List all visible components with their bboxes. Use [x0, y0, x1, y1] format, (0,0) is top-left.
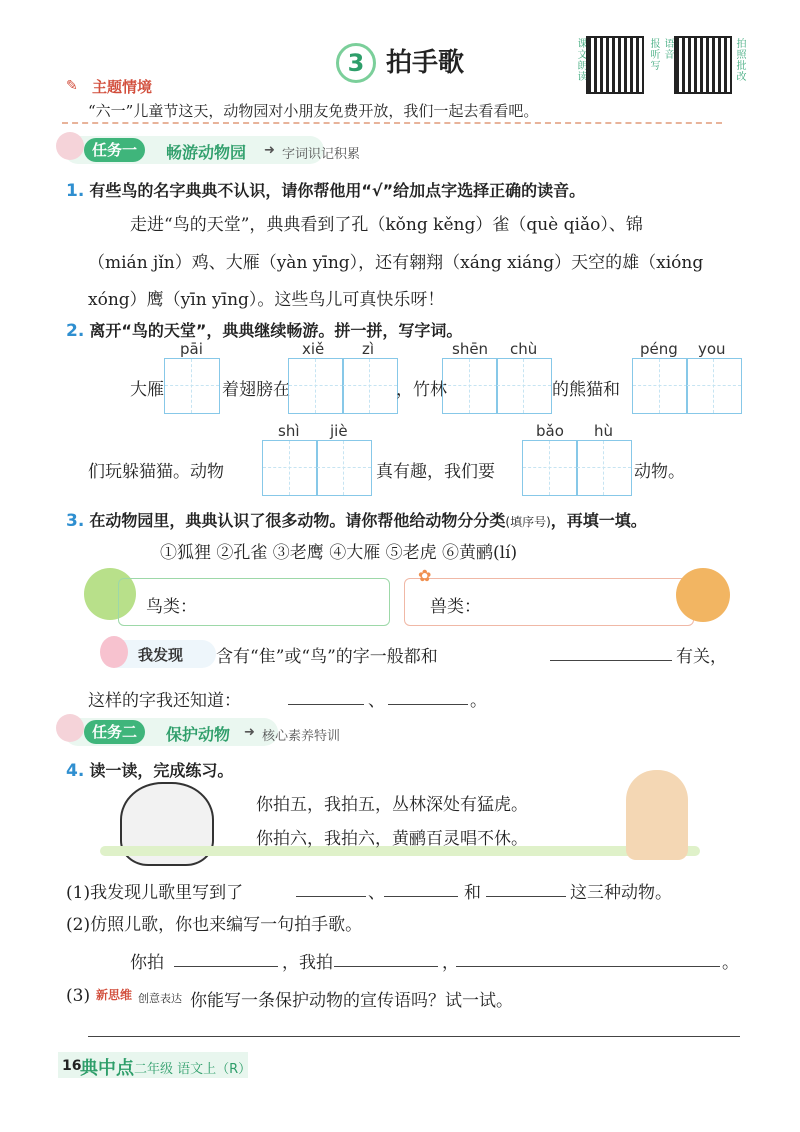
scene-text: “六一”儿童节这天，动物园对小朋友免费开放，我们一起去看看吧。 — [88, 102, 539, 120]
q4-prompt-text: 读一读，完成练习。 — [89, 761, 234, 780]
pinyin-bao: bǎo — [536, 422, 564, 440]
q2-text7: 动物。 — [634, 462, 685, 482]
task2-tag: 任务二 — [84, 720, 145, 744]
writing-box-pai[interactable] — [164, 358, 220, 414]
writing-box-hu[interactable] — [576, 440, 632, 496]
writing-box-shi[interactable] — [262, 440, 318, 496]
task2-name: 保护动物 — [166, 725, 231, 744]
pinyin-zi: zì — [362, 340, 375, 358]
discover-end: 有关， — [676, 647, 727, 667]
arrow-icon-2: ➜ — [244, 725, 255, 740]
clap-blank-1[interactable] — [174, 966, 278, 967]
pinyin-peng: péng — [640, 340, 678, 358]
lesson-title-text: 拍手歌 — [385, 48, 464, 78]
q4-s3-text: 你能写一条保护动物的宣传语吗？试一试。 — [190, 991, 513, 1011]
footer-brand: 典中点 — [80, 1058, 134, 1079]
q3-prompt-text: 在动物园里，典典认识了很多动物。请你帮他给动物分分类 — [89, 511, 506, 530]
writing-box-xie[interactable] — [288, 358, 344, 414]
writing-box-chu[interactable] — [496, 358, 552, 414]
q2-prompt-text: 离开“鸟的天堂”，典典继续畅游。拼一拼，写字词。 — [89, 321, 463, 340]
q4-prompt — [66, 758, 233, 781]
q3-prompt-small: (填序号) — [505, 515, 551, 529]
q2-text5: 们玩躲猫猫。动物 — [88, 462, 224, 482]
qr-label-correct: 拍照批改 — [734, 38, 745, 82]
mascot-icon — [56, 132, 84, 160]
q3-prompt-end: ，再填一填。 — [550, 511, 647, 530]
animal-blank-3[interactable] — [486, 896, 566, 897]
q4-s1-d: 这三种动物。 — [570, 883, 672, 903]
task1-sub: 字词识记积累 — [282, 147, 361, 162]
poem-line-2: 你拍六，我拍六，黄鹂百灵唱不休。 — [256, 829, 528, 849]
qr-code-dictation[interactable] — [674, 36, 732, 94]
q4-s1-b: 、 — [368, 883, 385, 903]
q2-text2: 着翅膀在 — [222, 380, 290, 400]
q2-number: 2. — [66, 321, 85, 341]
discover-label: 我发现 — [138, 646, 184, 664]
footer-grade: 二年级 语文上（R） — [134, 1062, 252, 1077]
task2-sub: 核心素养特训 — [262, 729, 341, 744]
discover-text: 含有“隹”或“鸟”的字一般都和 — [216, 647, 438, 667]
writing-box-jie[interactable] — [316, 440, 372, 496]
task1-tag: 任务一 — [84, 138, 145, 162]
scene-icon: ✎ — [66, 78, 78, 94]
writing-box-peng[interactable] — [632, 358, 688, 414]
poem-line-1: 你拍五，我拍五，丛林深处有猛虎。 — [256, 795, 528, 815]
arrow-icon: ➜ — [264, 143, 275, 158]
writing-box-zi[interactable] — [342, 358, 398, 414]
q1-prompt — [66, 178, 585, 201]
q3-prompt — [66, 508, 647, 531]
q3-number: 3. — [66, 511, 85, 531]
know-text: 这样的字我还知道： — [88, 691, 241, 711]
task1-name: 畅游动物园 — [166, 143, 247, 162]
lion-icon — [676, 568, 730, 622]
pinyin-shen: shēn — [452, 340, 489, 358]
boy-icon — [626, 770, 688, 860]
mascot-icon-2 — [56, 714, 84, 742]
flower-icon: ✿ — [418, 566, 432, 585]
q4-s1-a: (1)我发现儿歌里写到了 — [66, 883, 244, 903]
q4-s2-a: 你拍 — [130, 953, 164, 973]
slogan-blank[interactable] — [88, 1036, 740, 1037]
clap-blank-2[interactable] — [334, 966, 438, 967]
badge-new-thinking: 新思维 — [96, 988, 133, 1002]
badge-creative: 创意表达 — [138, 992, 182, 1005]
q2-text3: ，竹林 — [396, 380, 447, 400]
clap-blank-3[interactable] — [456, 966, 720, 967]
scene-label: 主题情境 — [92, 78, 153, 96]
q2-text4: 的熊猫和 — [552, 380, 620, 400]
q2-text1: 大雁 — [130, 380, 164, 400]
beast-label: 兽类： — [430, 597, 481, 617]
q1-number: 1. — [66, 181, 85, 201]
lesson-number: 3 — [336, 43, 376, 83]
q4-s2-b: ，我拍 — [282, 953, 333, 973]
q2-text6: 真有趣，我们要 — [376, 462, 495, 482]
q4-number: 4. — [66, 761, 85, 781]
q4-s1-c: 和 — [464, 883, 481, 903]
pinyin-pai: pāi — [180, 340, 203, 358]
bird-label: 鸟类： — [146, 597, 197, 617]
qr-code-read[interactable] — [586, 36, 644, 94]
writing-box-bao[interactable] — [522, 440, 578, 496]
qr-label-voice: 语音 — [662, 38, 673, 60]
animal-blank-1[interactable] — [296, 896, 366, 897]
qr-label-dictation: 报听写 — [648, 38, 659, 71]
animal-blank-2[interactable] — [384, 896, 458, 897]
writing-box-you[interactable] — [686, 358, 742, 414]
pinyin-chu: chù — [510, 340, 538, 358]
q4-s2: (2)仿照儿歌，你也来编写一句拍手歌。 — [66, 915, 363, 935]
scene-divider — [62, 122, 722, 124]
pinyin-xie: xiě — [302, 340, 325, 358]
pinyin-jie: jiè — [330, 422, 348, 440]
q1-prompt-text: 有些鸟的名字典典不认识，请你帮他用“√”给加点字选择正确的读音。 — [89, 181, 586, 200]
q1-line2: （mián jǐn）鸡、大雁（yàn yīng），还有翱翔（xáng xiáng）天空的雄（xióng — [88, 253, 704, 273]
discover-blank[interactable] — [550, 660, 672, 661]
q4-s2-d: 。 — [722, 953, 739, 973]
q2-prompt — [66, 318, 462, 341]
writing-box-shen[interactable] — [442, 358, 498, 414]
qr-label-read: 课文朗读 — [575, 38, 586, 82]
know-sep: 、 — [368, 691, 385, 711]
q1-line3: xóng）鹰（yīn yīng）。这些鸟儿可真快乐呀！ — [88, 290, 445, 310]
pinyin-you: you — [698, 340, 726, 358]
know-blank-2[interactable] — [388, 704, 468, 705]
q4-s2-c: ， — [442, 953, 459, 973]
know-end: 。 — [470, 691, 487, 711]
footer-page: 16 — [62, 1058, 82, 1074]
pinyin-shi: shì — [278, 422, 300, 440]
q3-options: ①狐狸 ②孔雀 ③老鹰 ④大雁 ⑤老虎 ⑥黄鹂(lí) — [160, 543, 518, 563]
know-blank-1[interactable] — [288, 704, 364, 705]
pinyin-hu: hù — [594, 422, 614, 440]
girl-icon — [100, 636, 128, 668]
q1-line1: 走进“鸟的天堂”，典典看到了孔（kǒng kěng）雀（què qiǎo）、锦 — [130, 215, 643, 235]
q4-s3-num: (3) — [66, 986, 91, 1006]
